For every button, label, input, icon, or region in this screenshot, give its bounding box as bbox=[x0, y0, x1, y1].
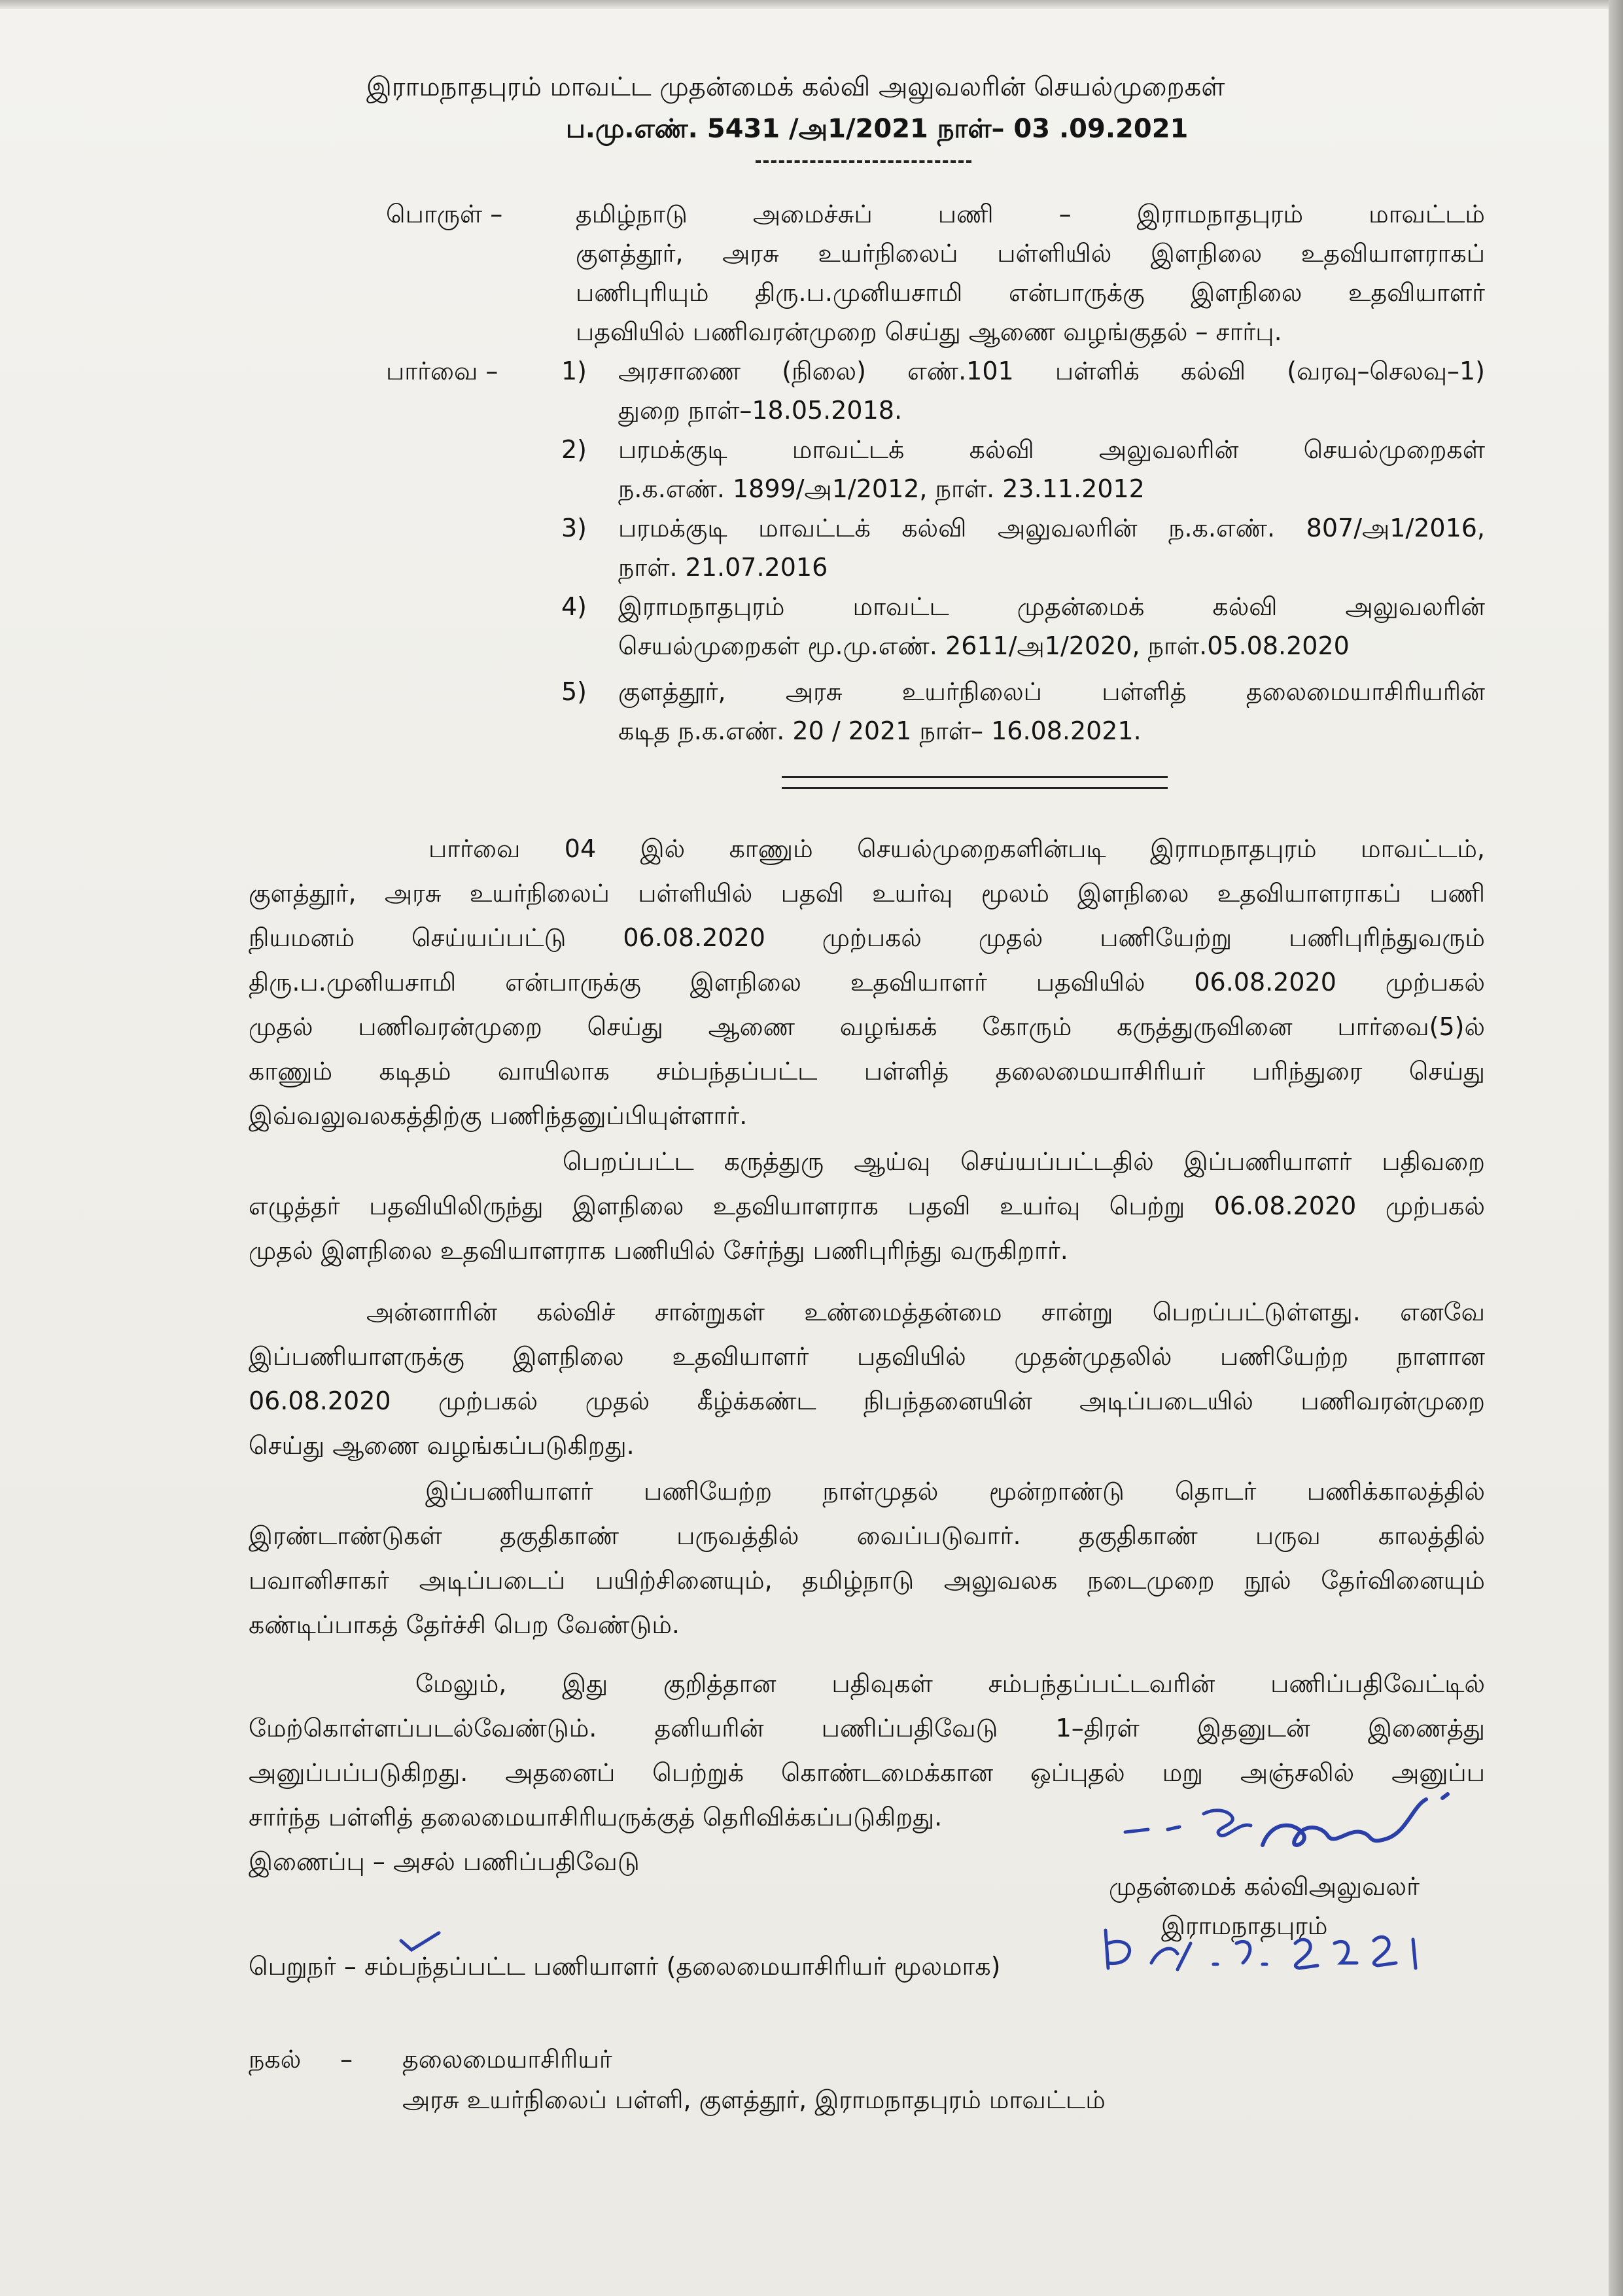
scan-edge-top bbox=[0, 0, 1623, 9]
body-line: எழுத்தர் பதவியிலிருந்து இளநிலை உதவியாளராக பதவி உயர்வு பெற்று 06.08.2020 முற்பகல் bbox=[249, 1192, 1485, 1220]
handwritten-signature-icon bbox=[1112, 1786, 1478, 1858]
reference-item-line: இராமநாதபுரம் மாவட்ட முதன்மைக் கல்வி அலுவலரின் bbox=[618, 592, 1485, 621]
copy-recipient-address: அரசு உயர்நிலைப் பள்ளி, குளத்தூர், இராமநாதபுரம் மாவட்டம் bbox=[402, 2085, 1106, 2114]
body-line: சார்ந்த பள்ளித் தலைமையாசிரியருக்குத் தெரிவிக்கப்படுகிறது. bbox=[249, 1803, 943, 1831]
reference-item-line: குளத்தூர், அரசு உயர்நிலைப் பள்ளித் தலைமையாசிரியரின் bbox=[618, 677, 1485, 706]
subject-line: பதவியில் பணிவரன்முறை செய்து ஆணை வழங்குதல் – சார்பு. bbox=[576, 317, 1282, 346]
body-line: பார்வை 04 இல் காணும் செயல்முறைகளின்படி இராமநாதபுரம் மாவட்டம், bbox=[428, 834, 1485, 863]
enclosure-note: இணைப்பு – அசல் பணிப்பதிவேடு bbox=[249, 1847, 640, 1876]
reference-number-item: 4) bbox=[561, 592, 587, 621]
body-line: முதல் பணிவரன்முறை செய்து ஆணை வழங்கக் கோரும் கருத்துருவினை பார்வை(5)ல் bbox=[249, 1012, 1485, 1041]
body-line: இப்பணியாளர் பணியேற்ற நாள்முதல் மூன்றாண்டு தொடர் பணிக்காலத்தில் bbox=[425, 1477, 1485, 1506]
reference-item-line: அரசாணை (நிலை) எண்.101 பள்ளிக் கல்வி (வரவு–செலவு–1) bbox=[618, 357, 1485, 385]
reference-item-line: செயல்முறைகள் மூ.மு.எண். 2611/அ1/2020, நாள்.05.08.2020 bbox=[618, 631, 1350, 660]
copy-label: நகல் bbox=[249, 2045, 302, 2074]
copy-dash: – bbox=[340, 2045, 353, 2074]
reference-number-item: 2) bbox=[561, 435, 587, 464]
body-line: நியமனம் செய்யப்பட்டு 06.08.2020 முற்பகல் முதல் பணியேற்று பணிபுரிந்துவரும் bbox=[249, 923, 1485, 952]
body-line: திரு.ப.முனியசாமி என்பாருக்கு இளநிலை உதவியாளர் பதவியில் 06.08.2020 முற்பகல் bbox=[249, 968, 1485, 997]
body-line: 06.08.2020 முற்பகல் முதல் கீழ்க்கண்ட நிபந்தனையின் அடிப்படையில் பணிவரன்முறை bbox=[249, 1386, 1485, 1415]
reference-item-line: பரமக்குடி மாவட்டக் கல்வி அலுவலரின் செயல்முறைகள் bbox=[618, 435, 1485, 464]
body-line: இப்பணியாளருக்கு இளநிலை உதவியாளர் பதவியில் முதன்முதலில் பணியேற்ற நாளான bbox=[249, 1342, 1485, 1371]
subject-line: குளத்தூர், அரசு உயர்நிலைப் பள்ளியில் இளநிலை உதவியாளராகப் bbox=[576, 239, 1485, 268]
reference-item-line: துறை நாள்–18.05.2018. bbox=[618, 396, 903, 425]
office-title: இராமநாதபுரம் மாவட்ட முதன்மைக் கல்வி அலுவலரின் செயல்முறைகள் bbox=[366, 72, 1225, 102]
reference-number-item: 5) bbox=[561, 677, 587, 706]
body-line: குளத்தூர், அரசு உயர்நிலைப் பள்ளியில் பதவி உயர்வு மூலம் இளநிலை உதவியாளராகப் பணி bbox=[249, 879, 1485, 908]
body-line: பெறப்பட்ட கருத்துரு ஆய்வு செய்யப்பட்டதில் இப்பணியாளர் பதிவறை bbox=[563, 1147, 1485, 1176]
body-line: முதல் இளநிலை உதவியாளராக பணியில் சேர்ந்து பணிபுரிந்து வருகிறார். bbox=[249, 1236, 1068, 1265]
body-line: மேலும், இது குறித்தான பதிவுகள் சம்பந்தப்பட்டவரின் பணிப்பதிவேட்டில் bbox=[415, 1669, 1485, 1698]
subject-line: பணிபுரியும் திரு.ப.முனியசாமி என்பாருக்கு இளநிலை உதவியாளர் bbox=[576, 278, 1485, 307]
reference-number: ப.மு.எண். 5431 /அ1/2021 நாள்– 03 .09.2021 bbox=[566, 114, 1189, 144]
body-line: அனுப்பப்படுகிறது. அதனைப் பெற்றுக் கொண்டமைக்கான ஒப்புதல் மறு அஞ்சலில் அனுப்ப bbox=[249, 1758, 1485, 1787]
reference-item-line: ந.க.எண். 1899/அ1/2012, நாள். 23.11.2012 bbox=[618, 474, 1145, 503]
scan-edge-right bbox=[1609, 0, 1623, 2296]
body-line: காணும் கடிதம் வாயிலாக சம்பந்தப்பட்ட பள்ளித் தலைமையாசிரியர் பரிந்துரை செய்து bbox=[249, 1057, 1485, 1086]
references-double-rule bbox=[782, 776, 1168, 789]
copy-recipient-title: தலைமையாசிரியர் bbox=[402, 2045, 612, 2074]
reference-item-line: நாள். 21.07.2016 bbox=[618, 553, 828, 582]
handwritten-received-date-icon bbox=[1099, 1917, 1452, 1976]
reference-number-item: 3) bbox=[561, 514, 587, 542]
subject-label: பொருள் – bbox=[386, 200, 503, 228]
references-label: பார்வை – bbox=[386, 357, 498, 385]
recipient-line: பெறுநர் – சம்பந்தப்பட்ட பணியாளர் (தலைமையாசிரியர் மூலமாக) bbox=[249, 1952, 1001, 1981]
reference-item-line: பரமக்குடி மாவட்டக் கல்வி அலுவலரின் ந.க.எண். 807/அ1/2016, bbox=[618, 514, 1485, 542]
body-line: இவ்வலுவலகத்திற்கு பணிந்தனுப்பியுள்ளார். bbox=[249, 1101, 748, 1130]
header-dashed-rule bbox=[756, 160, 971, 163]
body-line: செய்து ஆணை வழங்கப்படுகிறது. bbox=[249, 1431, 635, 1460]
body-line: அன்னாரின் கல்விச் சான்றுகள் உண்மைத்தன்மை சான்று பெறப்பட்டுள்ளது. எனவே bbox=[366, 1298, 1485, 1326]
body-line: இரண்டாண்டுகள் தகுதிகாண் பருவத்தில் வைப்படுவார். தகுதிகாண் பருவ காலத்தில் bbox=[249, 1521, 1485, 1550]
reference-number-item: 1) bbox=[561, 357, 587, 385]
body-line: பவானிசாகர் அடிப்படைப் பயிற்சினையும், தமிழ்நாடு அலுவலக நடைமுறை நூல் தேர்வினையும் bbox=[249, 1566, 1485, 1595]
body-line: மேற்கொள்ளப்படல்வேண்டும். தனியரின் பணிப்பதிவேடு 1–திரள் இதனுடன் இணைத்து bbox=[249, 1714, 1485, 1742]
body-line: கண்டிப்பாகத் தேர்ச்சி பெற வேண்டும். bbox=[249, 1610, 680, 1639]
signatory-place: இராமநாதபுரம் bbox=[1161, 1911, 1328, 1940]
reference-item-line: கடித ந.க.எண். 20 / 2021 நாள்– 16.08.2021. bbox=[618, 716, 1142, 745]
signatory-designation: முதன்மைக் கல்விஅலுவலர் bbox=[1109, 1872, 1420, 1901]
subject-line: தமிழ்நாடு அமைச்சுப் பணி – இராமநாதபுரம் மாவட்டம் bbox=[576, 200, 1485, 228]
